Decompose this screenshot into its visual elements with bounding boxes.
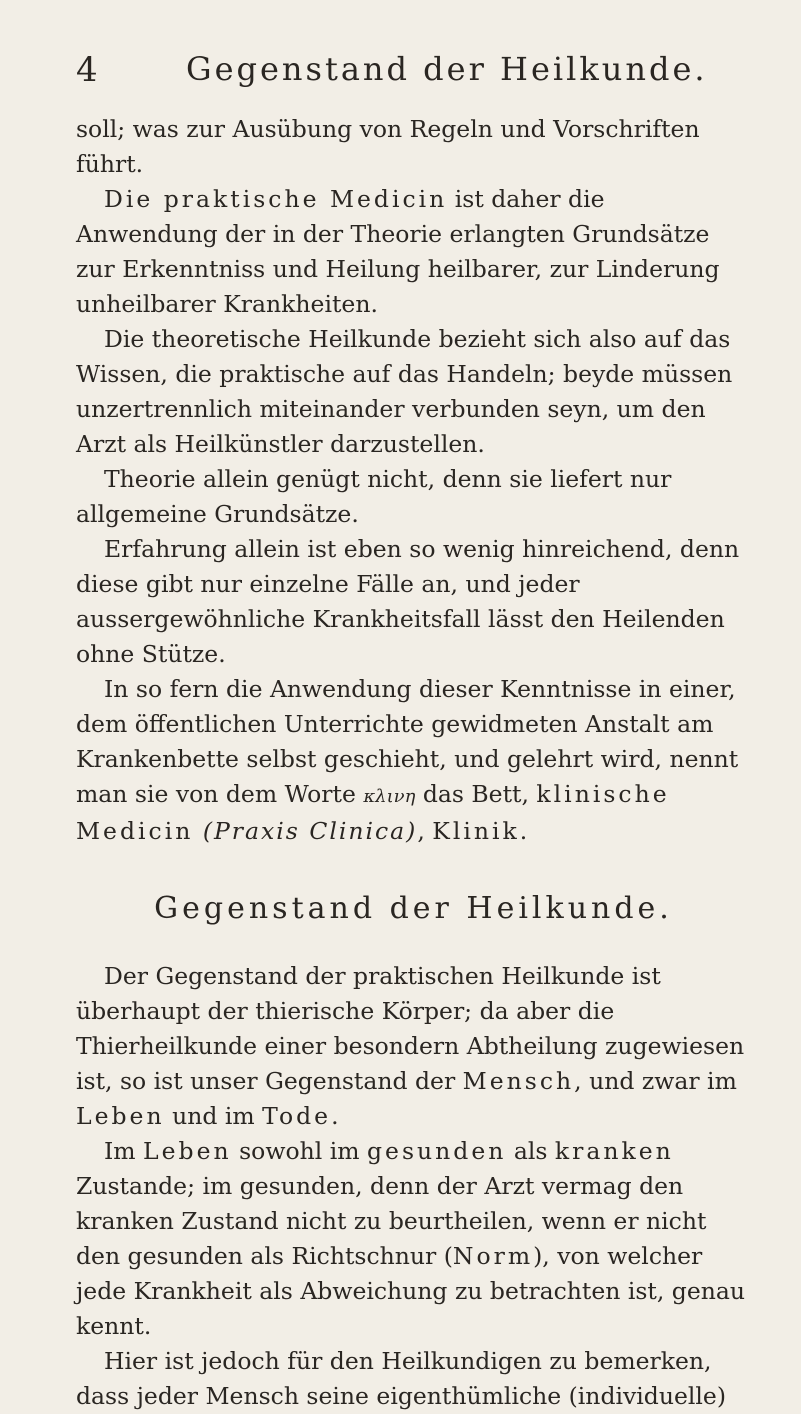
section-heading: Gegenstand der Heilkunde. <box>154 891 673 926</box>
paragraph <box>76 959 751 1134</box>
emphasis-text: kranken <box>554 1137 674 1165</box>
paragraph-text: sowohl im <box>231 1137 367 1165</box>
paragraph-text: das Bett, <box>415 780 537 808</box>
emphasis-text: klinische Medicin <box>76 780 670 845</box>
paragraph: Hier ist jedoch für den Heilkundigen zu bemerken, dass jeder Mensch seine eigenthümliche (individuelle) <box>76 1347 726 1410</box>
paragraph: Die theoretische Heilkunde bezieht sich also auf das Wissen, die praktische auf das Handeln; beyde müssen unzertrennlich miteinander verbunden seyn, um den Arzt als Heilkünstler darzustellen. <box>76 325 733 458</box>
emphasis-text: Leben <box>143 1137 232 1165</box>
emphasis-text: Leben <box>76 1102 165 1130</box>
emphasis-text: gesunden <box>367 1137 507 1165</box>
paragraph <box>76 182 751 322</box>
page-number: 4 <box>76 50 99 90</box>
paragraph-text: und im <box>164 1102 263 1130</box>
paragraph <box>76 1134 751 1344</box>
greek-word: κλινη <box>363 786 416 807</box>
running-head <box>76 50 751 90</box>
emphasis-text: Mensch <box>462 1067 575 1095</box>
paragraph-text: ), von welcher jede Krankheit als Abweichung zu betrachten ist, genau kennt. <box>76 1242 746 1340</box>
latin-term: (Praxis Clinica) <box>193 817 418 845</box>
paragraph: soll; was zur Ausübung von Regeln und Vorschriften führt. <box>76 115 700 178</box>
emphasis-text: Tode. <box>262 1102 342 1130</box>
paragraph-text: , und zwar im <box>574 1067 737 1095</box>
paragraph: Erfahrung allein ist eben so wenig hinreichend, denn diese gibt nur einzelne Fälle an, und jeder aussergewöhnliche Krankheitsfall lässt den Heilenden ohne Stütze. <box>76 535 740 668</box>
emphasis-text: Norm <box>452 1242 534 1270</box>
running-title: Gegenstand der Heilkunde. <box>186 50 708 88</box>
paragraph-text: ist daher die Anwendung der in der Theorie erlangten Grundsätze zur Erkenntniss und Heilung heilbarer, zur Linderung unheilbarer Krankheiten. <box>76 185 720 318</box>
emphasis-text: Klinik. <box>432 817 531 845</box>
paragraph-text: Im <box>104 1137 144 1165</box>
paragraph: Theorie allein genügt nicht, denn sie liefert nur allgemeine Grundsätze. <box>76 465 672 528</box>
paragraph <box>76 672 751 849</box>
paragraph-text: Zustande; im gesunden, denn der Arzt vermag den kranken Zustand nicht zu beurtheilen, wenn er nicht den gesunden als Richtschnur ( <box>76 1172 707 1270</box>
paragraph-text: Der Gegenstand der praktischen Heilkunde ist überhaupt der thierische Körper; da aber die Thierheilkunde einer besondern Abtheilung zugewiesen ist, so ist unser Gegenstand der <box>76 962 745 1095</box>
emphasis-text: Die praktische Medicin <box>104 185 448 213</box>
body-text <box>76 112 751 1414</box>
paragraph-text: In so fern die Anwendung dieser Kenntnisse in einer, dem öffentlichen Unterrichte gewidmeten Anstalt am Krankenbette selbst geschieht, und gelehrt wird, nennt man sie von dem Worte <box>76 675 739 808</box>
paragraph-text: als <box>506 1137 555 1165</box>
paragraph-text: , <box>417 817 433 845</box>
